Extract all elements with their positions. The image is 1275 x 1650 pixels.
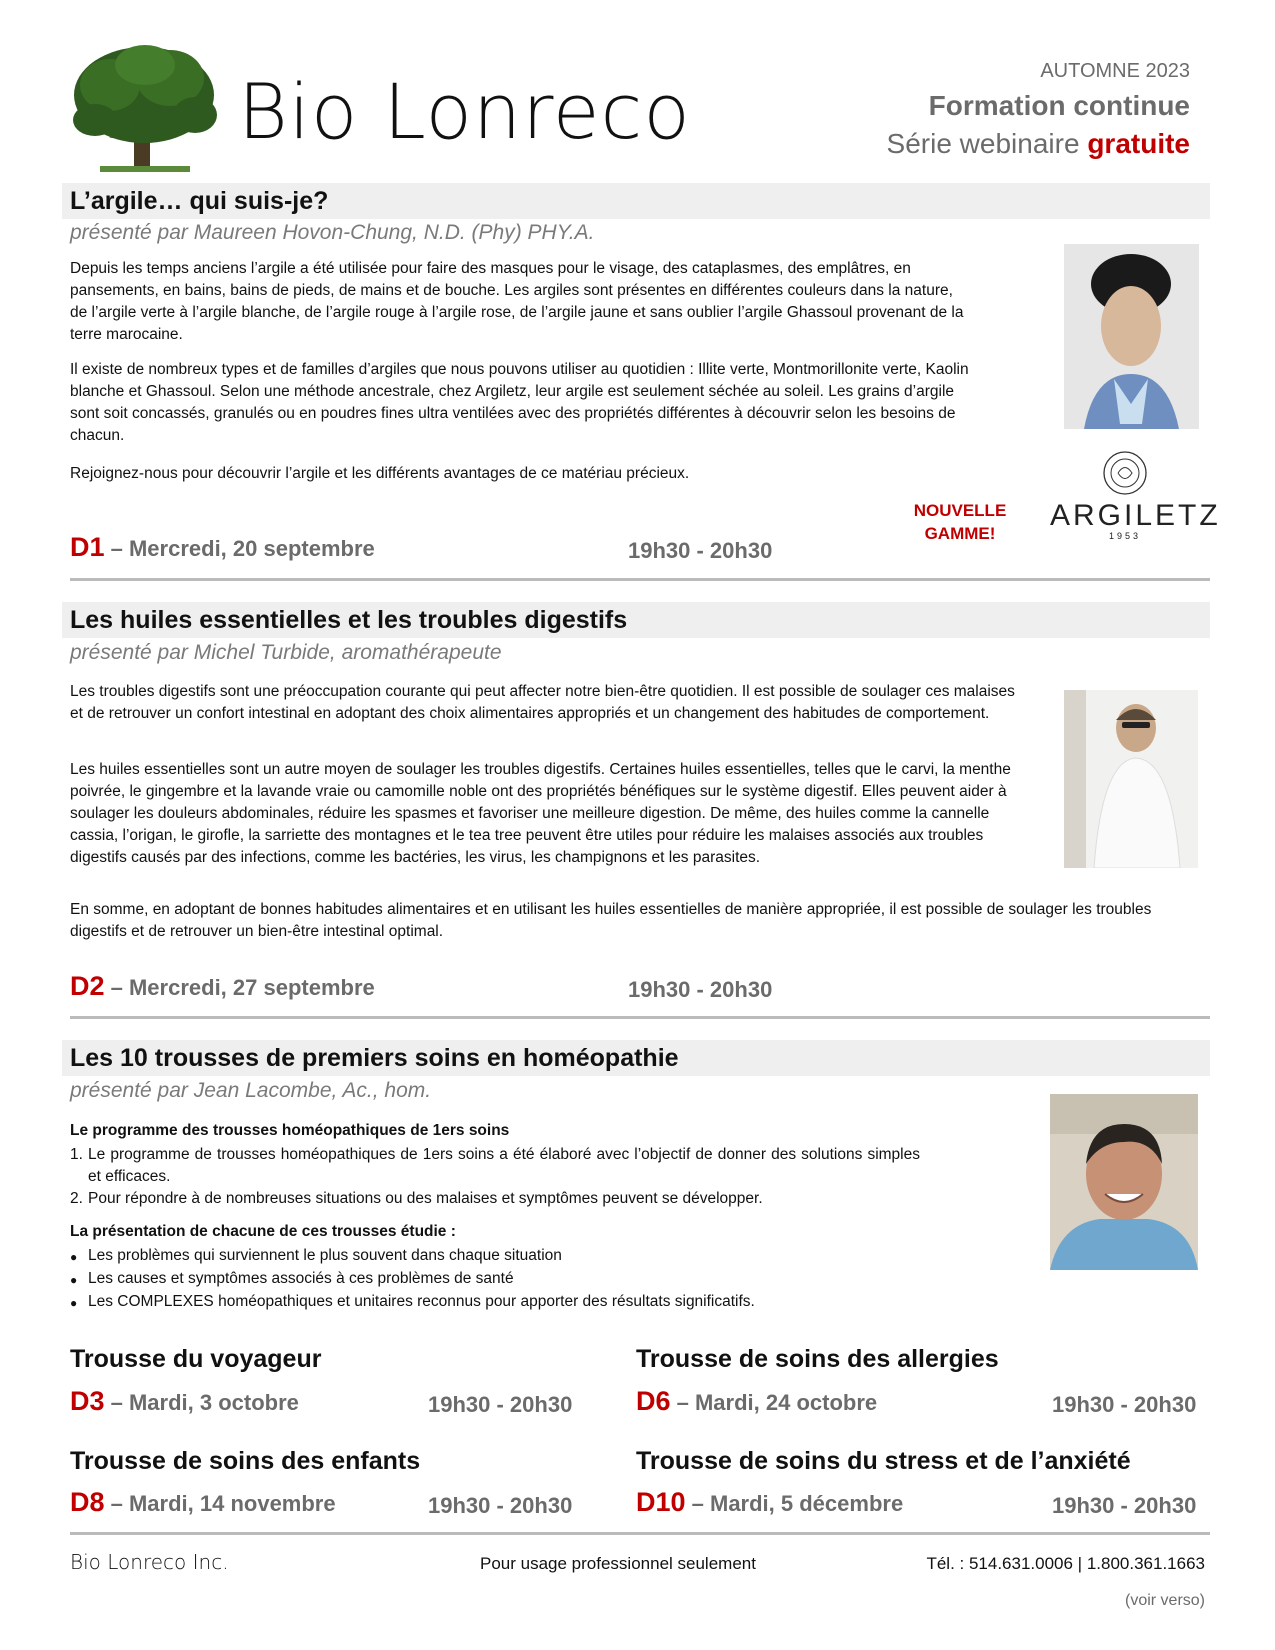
list-item: ● Les causes et symptômes associés à ces problèmes de santé [70,1270,514,1287]
argiletz-year: 1953 [1108,531,1142,541]
section2-paragraph-1: Les troubles digestifs sont une préoccupation courante qui peut affecter notre bien-être quotidien. Il est possible de soulager ces malaises et de retrouver un confort intestinal en adoptant des choix alimentaires appropriés et un changement des habitudes de comportement. [70,683,1015,722]
event-date: – Mardi, 5 décembre [685,1491,904,1516]
event-date: – Mardi, 3 octobre [104,1390,299,1415]
kit-title: Trousse de soins du stress et de l’anxiété [636,1447,1131,1475]
section1-presenter: présenté par Maureen Hovon-Chung, N.D. (Phy) PHY.A. [70,221,595,244]
kit-title: Trousse du voyageur [70,1345,322,1373]
serie-prefix: Série webinaire [886,128,1088,159]
badge-line-2: GAMME! [924,524,996,543]
event-date-d2 [70,971,375,1002]
section1-paragraph-2: Il existe de nombreux types et de familles d’argiles que nous pouvons utiliser au quotidien : Illite verte, Montmorillonite verte, Kaolin blanche et Ghassoul. Selon une méthode ancestrale, chez Argiletz, leur argile est seulement séchée au soleil. Les grains d’argile sont soit concassés, granulés ou en poudres fines ultra ventilées avec des propriétés différentes à découvrir selon les besoins de chacun. [70,361,969,444]
presentation-heading: La présentation de chacune de ces trousses étudie : [70,1223,456,1240]
event-time-d2: 19h30 - 20h30 [628,977,773,1002]
serie-heading [887,128,1190,160]
section2-presenter: présenté par Michel Turbide, aromathérapeute [70,641,502,664]
section-divider [70,578,1210,581]
section1-paragraph-1: Depuis les temps anciens l’argile a été utilisée pour faire des masques pour le visage, des cataplasmes, des emplâtres, en pansements, en bains, bains de pieds, de mains et de bouche. Les argiles sont présentes en différentes couleurs dans la nature, de l’argile verte à l’argile blanche, de l’argile rouge à l’argile rose, de l’argile jaune et sans oublier l’argile Ghassoul provenant de la terre marocaine. [70,260,964,343]
event-date: – Mercredi, 27 septembre [104,975,375,1000]
footer-divider [70,1532,1210,1535]
section2-paragraph-3: En somme, en adoptant de bonnes habitudes alimentaires et en utilisant les huiles essentielles de manière appropriée, il est possible de soulager les troubles digestifs et de retrouver un bien-être intestinal optimal. [70,901,1152,940]
event-time-d8: 19h30 - 20h30 [428,1493,573,1518]
event-date: – Mardi, 14 novembre [104,1491,336,1516]
event-date: – Mardi, 24 octobre [670,1390,878,1415]
list-item: 2. Pour répondre à de nombreuses situations ou des malaises et symptômes peuvent se développer. [70,1190,763,1207]
event-code: D6 [636,1386,671,1416]
section2-title: Les huiles essentielles et les troubles digestifs [62,602,1210,638]
list-item: ● Les problèmes qui surviennent le plus souvent dans chaque situation [70,1247,562,1264]
argiletz-wordmark: ARGILETZ [1050,499,1221,532]
section-divider [70,1016,1210,1019]
event-date-d1 [70,532,375,563]
event-date-d8 [70,1487,336,1518]
event-date-d6 [636,1386,877,1417]
argiletz-logo [1050,450,1221,541]
footer-phone: Tél. : 514.631.0006 | 1.800.361.1663 [926,1554,1205,1573]
event-code: D2 [70,971,105,1001]
footer-verso: (voir verso) [1124,1592,1205,1609]
event-date: – Mercredi, 20 septembre [104,536,375,561]
event-time-d3: 19h30 - 20h30 [428,1392,573,1417]
formation-heading: Formation continue [928,90,1190,121]
event-date-d3 [70,1386,299,1417]
section2-paragraph-2: Les huiles essentielles sont un autre moyen de soulager les troubles digestifs. Certaines huiles essentielles, telles que le carvi, la menthe poivrée, le gingembre et la lavande vraie ou camomille noble ont des propriétés bénéfiques sur le système digestif. Elles peuvent aider à soulager les douleurs abdominales, réduire les spasmes et favoriser une meilleure digestion. De même, des huiles comme la cannelle cassia, l’origan, le girofle, la sarriette des montagnes et le tea tree peuvent être utiles pour réduire les malaises associés aux troubles digestifs causés par des infections, comme les bactéries, les virus, les champignons et les parasites. [70,761,1011,866]
footer-company: Bio Lonreco Inc. [70,1550,229,1574]
presenter-photo-michel [1064,690,1198,868]
event-code: D8 [70,1487,105,1517]
list-item: 1. Le programme de trousses homéopathiques de 1ers soins a été élaboré avec l’objectif de donner des solutions simples et efficaces. [70,1146,920,1185]
tree-logo-icon [70,40,218,175]
kit-title: Trousse de soins des enfants [70,1447,421,1475]
kit-title: Trousse de soins des allergies [636,1345,999,1373]
event-code: D10 [636,1487,686,1517]
event-time-d6: 19h30 - 20h30 [1052,1392,1197,1417]
section1-paragraph-3: Rejoignez-nous pour découvrir l’argile et les différents avantages de ce matériau précieux. [70,465,690,482]
section3-title: Les 10 trousses de premiers soins en homéopathie [62,1040,1210,1076]
footer-usage: Pour usage professionnel seulement [480,1554,756,1573]
section1-title: L’argile… qui suis-je? [62,183,1210,219]
event-code: D3 [70,1386,105,1416]
event-time-d1: 19h30 - 20h30 [628,538,773,563]
badge-line-1: NOUVELLE [913,501,1007,520]
presentation-list [70,1245,970,1314]
event-date-d10 [636,1487,903,1518]
event-code: D1 [70,532,105,562]
event-time-d10: 19h30 - 20h30 [1052,1493,1197,1518]
season-label: AUTOMNE 2023 [1040,60,1190,82]
section3-presenter: présenté par Jean Lacombe, Ac., hom. [70,1079,432,1102]
program-list [70,1144,920,1210]
presenter-photo-jean [1050,1094,1198,1270]
presenter-photo-maureen [1064,244,1199,429]
brand-name: Bio Lonreco [238,67,691,156]
list-item: ● Les COMPLEXES homéopathiques et unitaires reconnus pour apporter des résultats significatifs. [70,1293,755,1310]
serie-highlight: gratuite [1087,128,1190,159]
program-heading: Le programme des trousses homéopathiques de 1ers soins [70,1122,510,1139]
nouvelle-gamme-badge [905,499,1015,545]
argiletz-emblem-icon [1100,450,1150,496]
